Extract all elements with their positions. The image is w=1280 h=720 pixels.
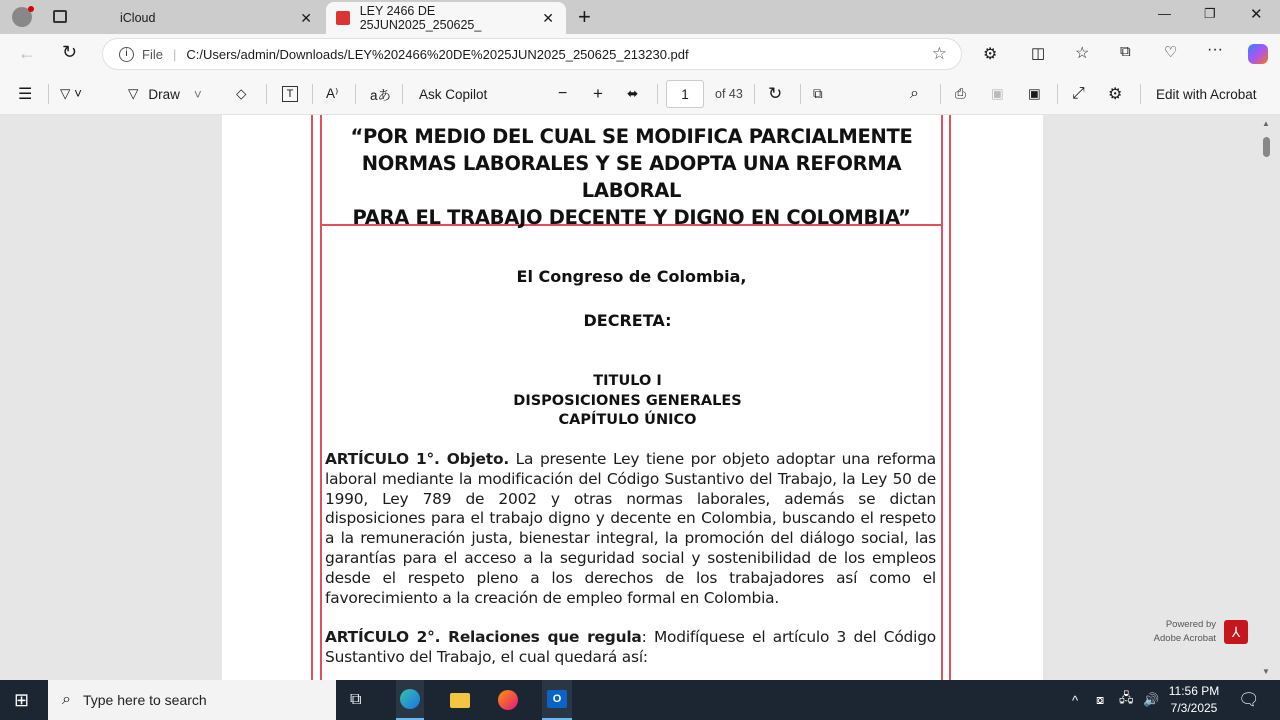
split-screen-icon[interactable]: ◫: [1031, 45, 1046, 62]
close-window-button[interactable]: ✕: [1250, 6, 1263, 23]
refresh-button[interactable]: ↻: [62, 42, 78, 62]
zoom-in-button[interactable]: +: [593, 84, 603, 103]
info-icon: i: [119, 47, 134, 62]
pdf-viewer: [0, 115, 1280, 680]
article-1: ARTÍCULO 1°. Objeto. La presente Ley tiene por objeto adoptar una reforma laboral mediante la modificación del Código Sustantivo del Trabajo, la Ley 50 de 1990, Ley 789 de 2002 y otras normas laborales, además se dictan disposiciones para el trabajo digno y decente en Colombia, buscando el respeto a la remuneración justa, bienestar integral, la promoción del diálogo social, las garantías para el acceso a la seguridad social y sostenibilidad de los empleos desde el respeto pleno a los derechos de los trabajadores así como el favorecimiento a la creación de empleo formal en Colombia.: [325, 450, 936, 607]
start-button[interactable]: ⊞: [14, 689, 30, 710]
volume-icon[interactable]: 🔊: [1143, 692, 1160, 707]
draw-icon: ▽: [128, 86, 139, 101]
restore-button[interactable]: ❐: [1204, 6, 1216, 21]
taskbar: [0, 680, 1280, 720]
collections-icon[interactable]: ⧉: [1120, 43, 1131, 60]
meet-now-icon[interactable]: ⧇: [1096, 692, 1105, 707]
page-view-icon[interactable]: ⧉: [813, 86, 823, 101]
acrobat-badge: Powered by Adobe Acrobat: [1153, 619, 1216, 644]
highlight-icon[interactable]: ▽ ˅: [60, 86, 83, 101]
copilot-icon[interactable]: [1248, 44, 1268, 64]
translate-icon[interactable]: aあ: [370, 88, 392, 103]
acrobat-logo-icon: ⅄: [1224, 620, 1248, 644]
firefox-icon[interactable]: [498, 680, 518, 720]
contents-icon[interactable]: ☰: [18, 86, 33, 103]
eraser-icon[interactable]: ◇: [236, 86, 247, 101]
fit-page-icon[interactable]: ⬌: [627, 86, 639, 101]
search-icon[interactable]: ⌕: [910, 85, 919, 102]
outlook-icon[interactable]: O: [542, 680, 572, 720]
taskbar-search[interactable]: ⌕ Type here to search: [48, 680, 336, 720]
tab-strip: [0, 0, 1280, 34]
browser-essentials-icon[interactable]: ♡: [1164, 44, 1178, 61]
close-tab-icon[interactable]: ✕: [542, 9, 554, 26]
settings-icon[interactable]: ⚙: [1108, 86, 1123, 103]
task-view-icon[interactable]: ⧉: [350, 691, 362, 708]
address-bar-row: [0, 34, 1280, 74]
minimize-button[interactable]: —: [1158, 6, 1171, 21]
tab-pdf[interactable]: LEY 2466 DE 25JUN2025_250625_ ✕: [326, 2, 566, 34]
new-tab-button[interactable]: +: [578, 4, 591, 29]
tab-actions-icon[interactable]: [53, 10, 67, 23]
network-icon[interactable]: 🖧: [1119, 690, 1134, 705]
vertical-scrollbar[interactable]: ▲ ▼: [1262, 119, 1270, 676]
law-title: “POR MEDIO DEL CUAL SE MODIFICA PARCIALMENTE NORMAS LABORALES Y SE ADOPTA UNA REFORMA LABORAL PARA EL TRABAJO DECENTE Y DIGNO EN COLOMBIA”: [350, 125, 913, 229]
draw-button[interactable]: ▽ Draw ˅: [128, 86, 202, 102]
notifications-icon[interactable]: 🗨: [1238, 690, 1260, 709]
favorites-icon[interactable]: ☆: [1075, 45, 1090, 62]
clock[interactable]: 11:56 PM 7/3/2025: [1168, 684, 1220, 715]
zoom-out-button[interactable]: −: [558, 85, 568, 102]
close-tab-icon[interactable]: ✕: [300, 9, 312, 26]
pdf-toolbar: ☰ ▽ ˅ ▽ Draw ˅ ◇ T A⁾ aあ Ask Copilot − + ⬌ 1 of 43 ↻ ⧉ ⌕ ⎙ ▣ ▣ ⤢ ⚙ Edit with Acrobat: [0, 74, 1280, 115]
save-icon[interactable]: ▣: [991, 86, 1004, 101]
scrollbar-thumb[interactable]: [1263, 137, 1270, 157]
save-as-icon[interactable]: ▣: [1028, 86, 1041, 101]
notification-dot: [28, 6, 34, 12]
read-aloud-icon[interactable]: A⁾: [326, 86, 339, 101]
ask-copilot-button[interactable]: Ask Copilot: [419, 86, 488, 102]
pdf-icon: [336, 11, 350, 25]
print-icon[interactable]: ⎙: [955, 86, 966, 101]
edit-with-acrobat-button[interactable]: Edit with Acrobat: [1156, 86, 1257, 102]
text-box-icon[interactable]: T: [282, 86, 298, 102]
rotate-icon[interactable]: ↻: [768, 84, 783, 103]
back-button[interactable]: ←: [18, 43, 36, 63]
extensions-icon[interactable]: ⚙: [983, 46, 998, 63]
fullscreen-icon[interactable]: ⤢: [1072, 85, 1085, 102]
edge-icon[interactable]: [396, 680, 424, 720]
favorite-star-icon[interactable]: ☆: [931, 44, 947, 63]
show-hidden-icons[interactable]: ^: [1072, 692, 1079, 708]
article-2: ARTÍCULO 2°. Relaciones que regula: Modifíquese el artículo 3 del Código Sustantivo del Trabajo, el cual quedará así:: [325, 628, 936, 666]
more-menu-icon[interactable]: ···: [1207, 41, 1223, 58]
pdf-page: “POR MEDIO DEL CUAL SE MODIFICA PARCIALMENTE NORMAS LABORALES Y SE ADOPTA UNA REFORMA LABORAL PARA EL TRABAJO DECENTE Y DIGNO EN COLOMBIA” El Congreso de Colombia, DECRETA: TITULO I DISPOSICIONES GENERALES CAPÍTULO ÚNICO ARTÍCULO 1°. Objeto. La presente Ley tiene por objeto adoptar una reforma laboral mediante la modificación del Código Sustantivo del Trabajo, la Ley 50 de 1990, Ley 789 de 2002 y otras normas laborales, además se dictan disposiciones para el trabajo digno y decente en Colombia, buscando el respeto a la remuneración justa, bienestar integral, la promoción del diálogo social, las garantías para el acceso a la seguridad social y sostenibilidad de los empleos desde el respeto pleno a los derechos de los trabajadores así como el favorecimiento a la creación de empleo formal en Colombia. ARTÍCULO 2°. Relaciones que regula: Modifíquese el artículo 3 del Código Sustantivo del Trabajo, el cual quedará así:: [222, 115, 1043, 680]
page-number-input[interactable]: 1: [666, 80, 704, 108]
search-icon: ⌕: [62, 691, 71, 708]
address-bar[interactable]: i File | C:/Users/admin/Downloads/LEY%202466%20DE%2025JUN2025_250625_213230.pdf ☆: [102, 38, 962, 70]
tab-icloud[interactable]: iCloud ✕: [120, 9, 312, 26]
file-explorer-icon[interactable]: [450, 680, 470, 720]
